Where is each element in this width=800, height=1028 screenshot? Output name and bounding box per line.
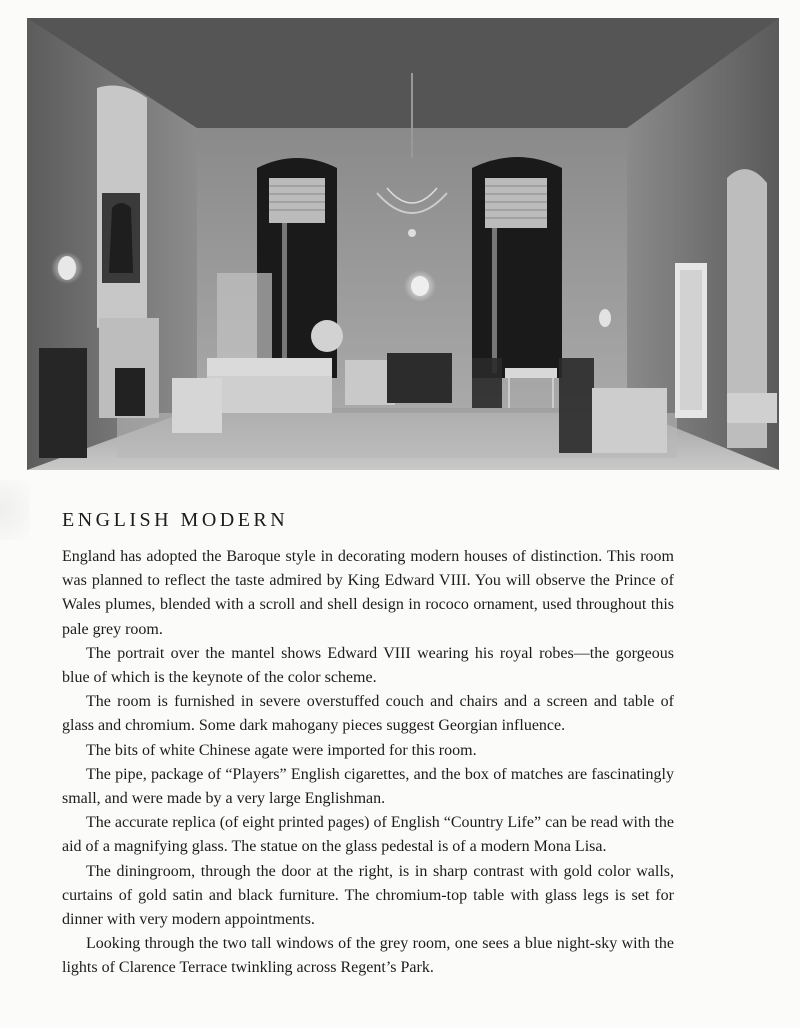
paragraph: The portrait over the mantel shows Edward VIII wearing his royal robes—the gorgeous blue of which is the keynote of the color scheme. xyxy=(62,644,674,687)
paragraph: The room is furnished in severe overstuffed couch and chairs and a screen and table of glass and chromium. Some dark mahogany pieces suggest Georgian influence. xyxy=(62,693,674,735)
paragraph: The diningroom, through the door at the right, is in sharp contrast with gold color walls, curtains of gold satin and black furniture. The chromium-top table with glass legs is set for dinner with very modern appointments. xyxy=(62,862,674,929)
paragraph: The accurate replica (of eight printed pages) of English “Country Life” can be read with the aid of a magnifying glass. The statue on the glass pedestal is of a modern Mona Lisa. xyxy=(62,814,674,856)
chinese-chair xyxy=(472,358,502,408)
paragraph: England has adopted the Baroque style in decorating modern houses of distinction. This room was planned to reflect the taste admired by King Edward VIII. You will observe the Prince of Wales plumes, blended with a scroll and shell design in rococo ornament, used throughout this pale grey room. xyxy=(62,548,674,638)
flowers xyxy=(311,320,343,352)
console-table xyxy=(727,393,777,423)
card-table xyxy=(505,368,557,378)
mahogany-cabinet xyxy=(39,348,87,458)
paragraph: Looking through the two tall windows of the grey room, one sees a blue night-sky with the lights of Clarence Terrace twinkling across Regent’s Park. xyxy=(62,935,674,977)
article-body xyxy=(62,545,674,981)
armchair-right xyxy=(592,388,667,453)
statue-bust xyxy=(599,309,611,327)
paragraph: The bits of white Chinese agate were imported for this room. xyxy=(86,741,477,759)
paragraph: The pipe, package of “Players” English cigarettes, and the box of matches are fascinatingly small, and were made by a very large Englishman. xyxy=(62,765,674,808)
armchair xyxy=(172,378,222,433)
fireplace-opening xyxy=(115,368,145,416)
room-interior-photo xyxy=(27,18,779,470)
stool xyxy=(559,358,594,453)
page-smudge xyxy=(0,480,30,540)
article-heading: ENGLISH MODERN xyxy=(62,509,289,531)
sideboard xyxy=(387,353,452,403)
